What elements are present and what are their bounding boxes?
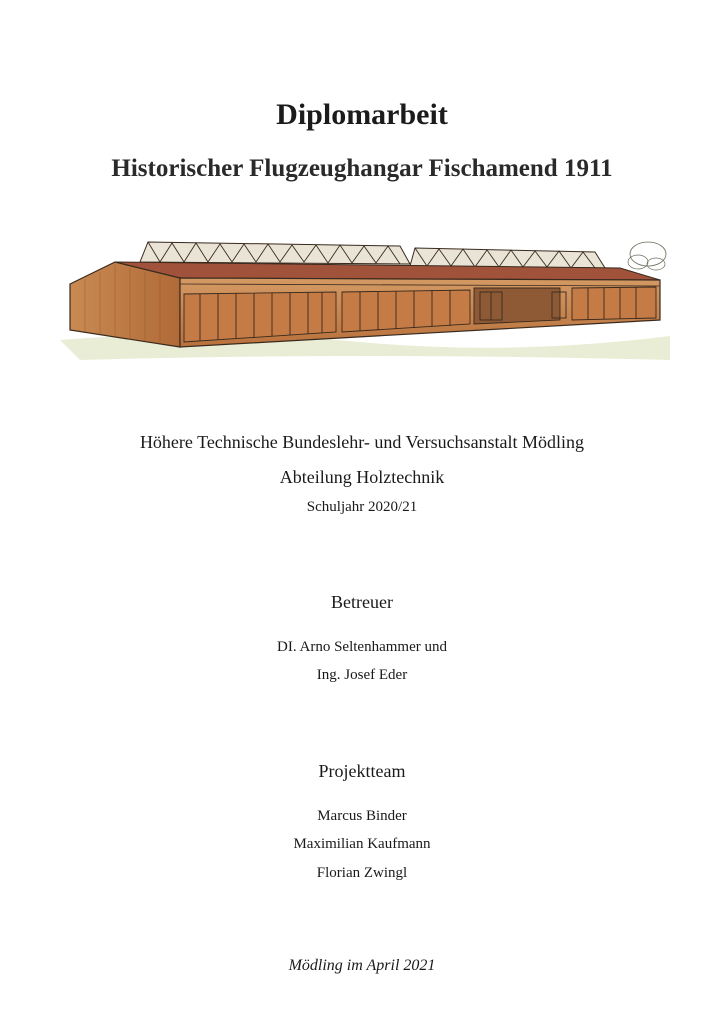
gable-side: [70, 262, 180, 347]
team-member-name: Maximilian Kaufmann: [293, 836, 431, 852]
supervisor-name: Ing. Josef Eder: [316, 667, 408, 683]
place-and-date: Mödling im April 2021: [288, 957, 436, 974]
skylight-left: [140, 242, 410, 264]
supervisors-heading: Betreuer: [331, 592, 393, 612]
team-member-name: Florian Zwingl: [316, 865, 408, 881]
school-name: Höhere Technische Bundeslehr- und Versuchsanstalt Mödling: [139, 432, 585, 452]
project-team-heading: Projektteam: [318, 761, 406, 781]
document-title: Historischer Flugzeughangar Fischamend 1911: [111, 155, 613, 182]
department-name: Abteilung Holztechnik: [279, 467, 445, 487]
hangar-doors-right: [572, 287, 656, 320]
team-member-name: Marcus Binder: [317, 808, 407, 824]
supervisor-name: DI. Arno Seltenhammer und: [277, 639, 447, 655]
hangar-illustration: [60, 232, 670, 362]
entrance-section: [474, 288, 566, 324]
tree-sketch: [628, 242, 666, 270]
school-year: Schuljahr 2020/21: [306, 499, 418, 515]
skylight-right: [410, 248, 605, 268]
document-type: Diplomarbeit: [276, 98, 448, 131]
